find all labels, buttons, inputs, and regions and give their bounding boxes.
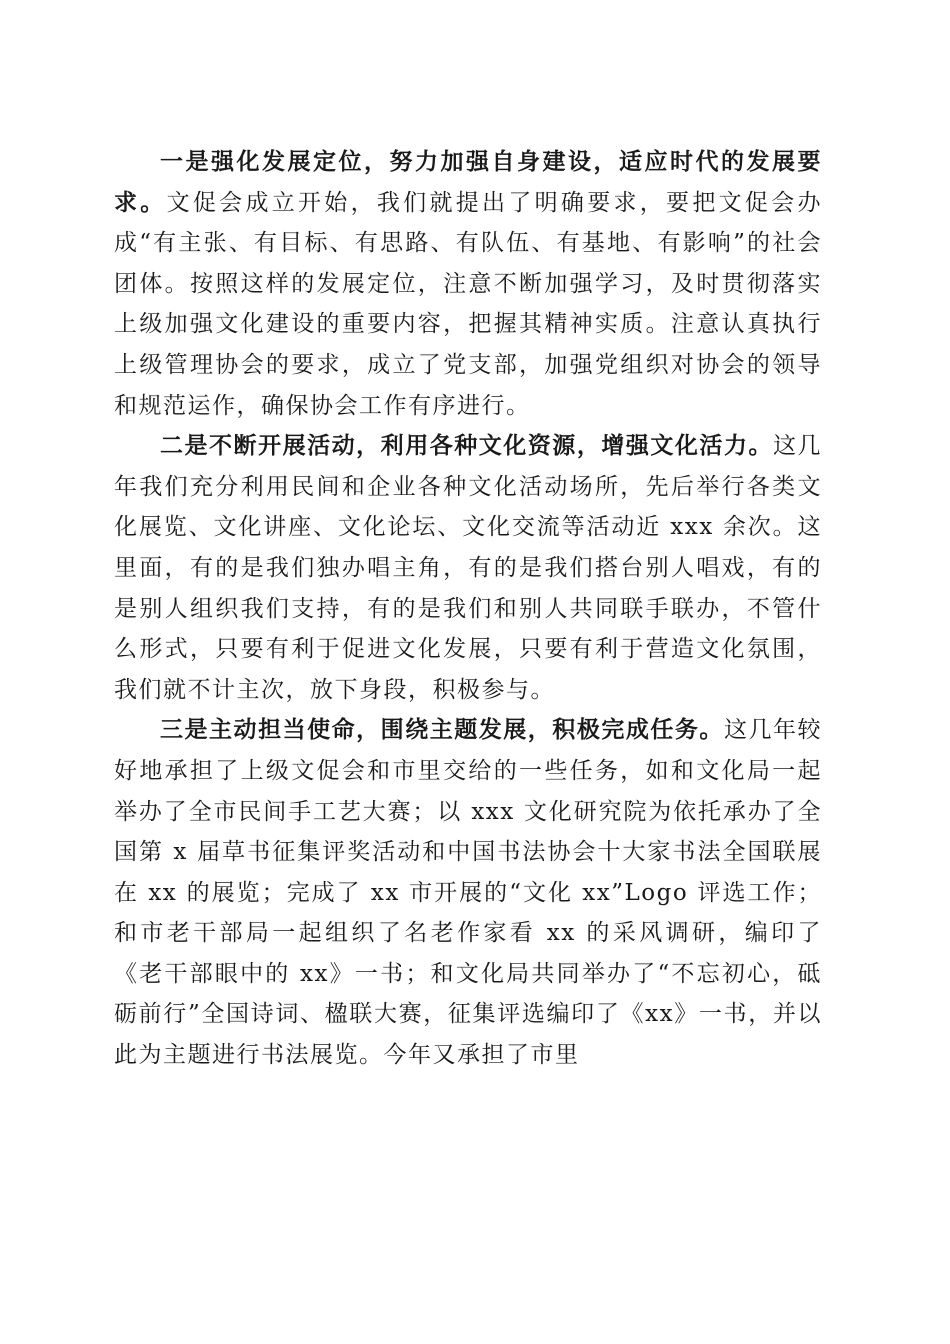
paragraph-2-lead: 二是不断开展活动，利用各种文化资源，增强文化活力。: [160, 432, 773, 460]
document-body: [114, 142, 822, 1076]
paragraph-1-body: 文促会成立开始，我们就提出了明确要求，要把文促会办成“有主张、有目标、有思路、有队伍、有基地、有影响”的社会团体。按照这样的发展定位，注意不断加强学习，及时贯彻落实上级加强文化建设的重要内容，把握其精神实质。注意认真执行上级管理协会的要求，成立了党支部，加强党组织对协会的领导和规范运作，确保协会工作有序进行。: [114, 189, 823, 419]
paragraph-2: [114, 426, 822, 710]
paragraph-3-lead: 三是主动担当使命，围绕主题发展，积极完成任务。: [160, 716, 724, 744]
paragraph-2-body: 这几年我们充分利用民间和企业各种文化活动场所，先后举行各类文化展览、文化讲座、文化论坛、文化交流等活动近 xxx 余次。这里面，有的是我们独办唱主角，有的是我们搭台别人唱戏，有的是别人组织我们支持，有的是我们和别人共同联手联办，不管什么形式，只要有利于促进文化发展，只要有利于营造文化氛围，我们就不计主次，放下身段，积极参与。: [114, 433, 823, 703]
paragraph-1-lead: 一是强化发展定位，努力加强自身建设，适应时代的发展要求。: [114, 148, 822, 216]
paragraph-1: [114, 142, 822, 426]
paragraph-3: [114, 710, 822, 1075]
paragraph-3-body: 这几年较好地承担了上级文促会和市里交给的一些任务，如和文化局一起举办了全市民间手工艺大赛；以 xxx 文化研究院为依托承办了全国第 x 届草书征集评奖活动和中国书法协会十大家书法全国联展在 xx 的展览；完成了 xx 市开展的“文化 xx”Logo 评选工作；和市老干部局一起组织了名老作家看 xx 的采风调研，编印了《老干部眼中的 xx》一书；和文化局共同举办了“不忘初心，砥砺前行”全国诗词、楹联大赛，征集评选编印了《xx》一书，并以此为主题进行书法展览。今年又承担了市里: [114, 717, 823, 1069]
